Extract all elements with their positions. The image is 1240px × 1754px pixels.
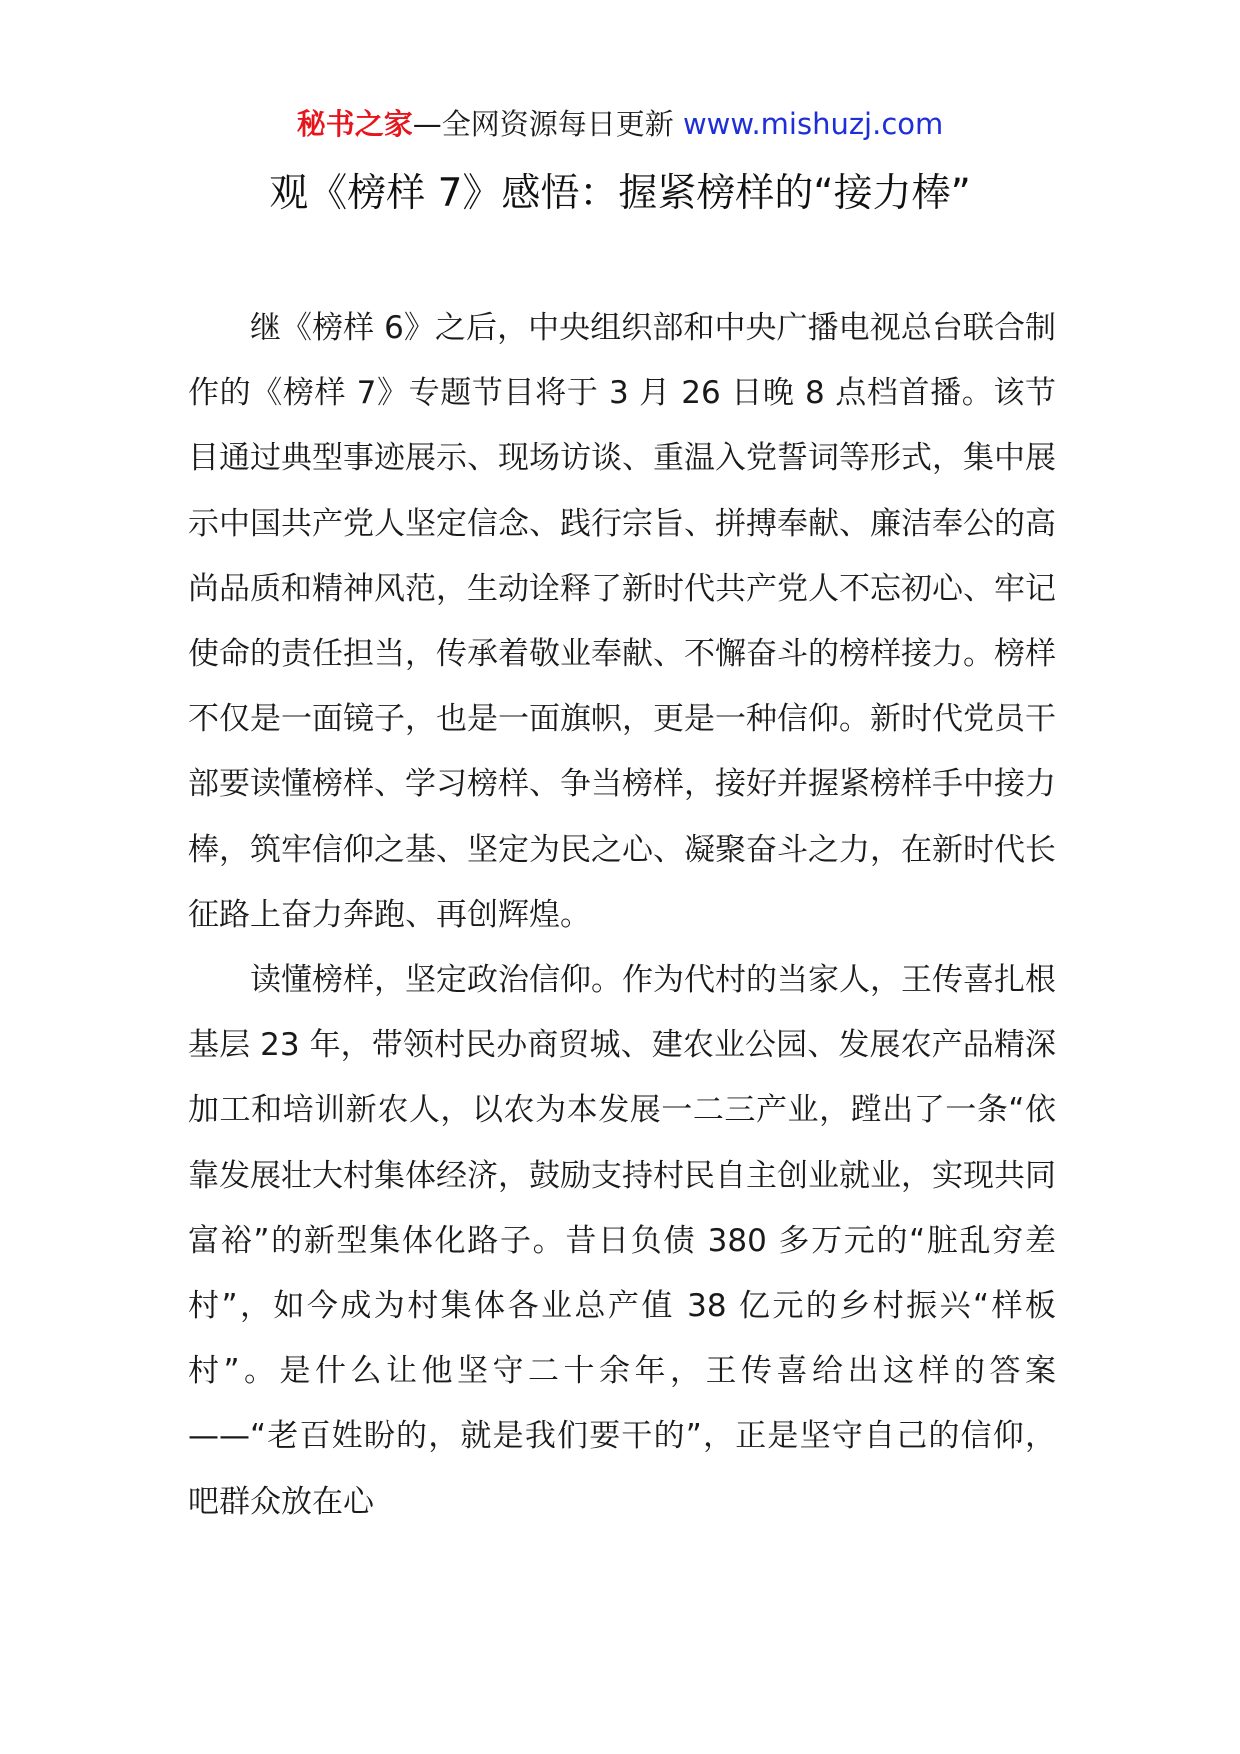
paragraph-section-1: 读懂榜样，坚定政治信仰。作为代村的当家人，王传喜扎根基层 23 年，带领村民办商贸城、建农业公园、发展农产品精深加工和培训新农人，以农为本发展一二三产业，蹚出了一条“依靠发展壮大村集体经济，鼓励支持村民自主创业就业，实现共同富裕”的新型集体化路子。昔日负债 380 多万元的“脏乱穷差村”，如今成为村集体各业总产值 38 亿元的乡村振兴“样板村”。是什么让他坚守二十余年，王传喜给出这样的答案——“老百姓盼的，就是我们要干的”，正是坚守自己的信仰，吧群众放在心 bbox=[188, 962, 1056, 1520]
site-brand: 秘书之家 bbox=[296, 107, 413, 141]
site-header bbox=[0, 104, 1240, 144]
site-url-link[interactable]: www.mishuzj.com bbox=[682, 107, 944, 141]
document-title: 观《榜样 7》感悟：握紧榜样的“接力棒” bbox=[269, 171, 971, 216]
document-body bbox=[188, 296, 1056, 1535]
paragraph-intro: 继《榜样 6》之后，中央组织部和中央广播电视总台联合制作的《榜样 7》专题节目将于 3 月 26 日晚 8 点档首播。该节目通过典型事迹展示、现场访谈、重温入党誓词等形式，集中展示中国共产党人坚定信念、践行宗旨、拼搏奉献、廉洁奉公的高尚品质和精神风范，生动诠释了新时代共产党人不忘初心、牢记使命的责任担当，传承着敬业奉献、不懈奋斗的榜样接力。榜样不仅是一面镜子，也是一面旗帜，更是一种信仰。新时代党员干部要读懂榜样、学习榜样、争当榜样，接好并握紧榜样手中接力棒，筑牢信仰之基、坚定为民之心、凝聚奋斗之力，在新时代长征路上奋力奔跑、再创辉煌。 bbox=[188, 310, 1056, 933]
site-tagline: —全网资源每日更新 bbox=[412, 107, 674, 141]
